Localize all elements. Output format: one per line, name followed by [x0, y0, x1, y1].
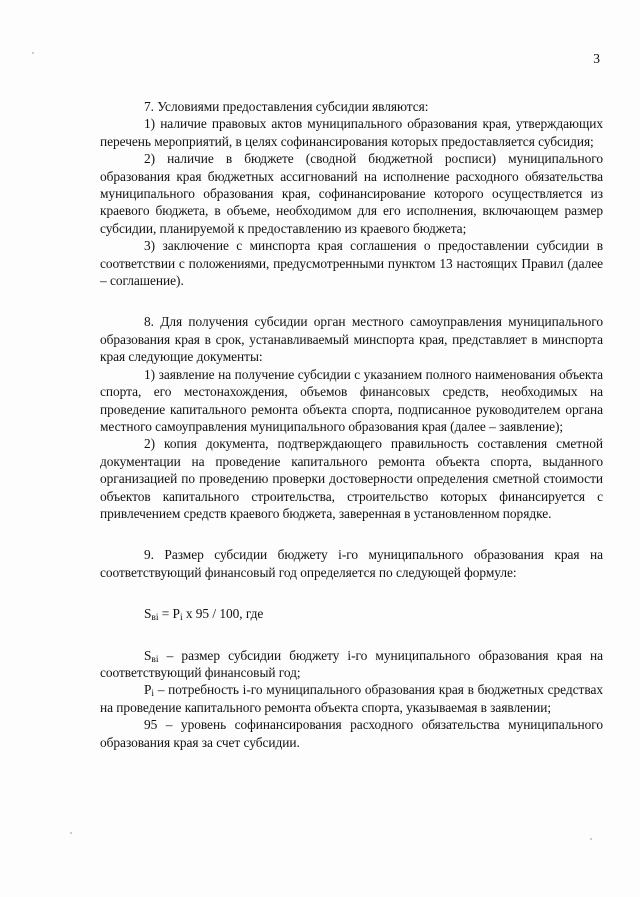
scan-speck: [32, 52, 34, 54]
definition-p-symbol: P: [144, 682, 152, 698]
document-body: [100, 98, 603, 751]
definition-s-text: – размер субсидии бюджету i-го муниципального образования края на соответствующий финансовый год;: [100, 647, 603, 680]
definition-s-symbol: S: [144, 647, 152, 663]
formula-p-subscript: i: [179, 613, 183, 624]
definition-p: [100, 681, 603, 716]
paragraph-gap: [100, 289, 603, 313]
definition-95: 95 – уровень софинансирования расходного обязательства муниципального образования края за счет субсидии.: [100, 717, 603, 750]
paragraph-gap: [100, 522, 603, 546]
clause-9-title: 9. Размер субсидии бюджету i-го муниципального образования края на соответствующий финансовый год определяется по следующей формуле:: [100, 547, 603, 580]
definition-s: [100, 647, 603, 682]
clause-8-title: 8. Для получения субсидии орган местного самоуправления муниципального образования края в срок, устанавливаемый минспорта края, представляет в минспорта края следующие документы:: [100, 314, 603, 365]
clause-8-item-2: 2) копия документа, подтверждающего правильность составления сметной документации на проведение капитального ремонта объекта спорта, выданного организацией по проведению проверки достоверности определения сметной стоимости объектов капитального строительства, строительство которых финансируется с привлечением средств краевого бюджета, заверенная в установленном порядке.: [100, 436, 603, 521]
scan-speck: [590, 838, 592, 840]
clause-7-item-3: 3) заключение с минспорта края соглашения о предоставлении субсидии в соответствии с положениями, предусмотренными пунктом 13 настоящих Правил (далее – соглашение).: [100, 238, 603, 289]
clause-8-item-1: 1) заявление на получение субсидии с указанием полного наименования объекта спорта, его местонахождения, объемов финансовых средств, необходимых на проведение капитального ремонта объекта спорта, подписанное руководителем органа местного самоуправления муниципального образования края (далее – заявление);: [100, 366, 603, 434]
clause-7-title: 7. Условиями предоставления субсидии являются:: [144, 99, 429, 114]
formula-equals-p: = P: [158, 606, 180, 622]
formula-s-subscript: вi: [151, 613, 159, 624]
subsidy-formula: [100, 605, 603, 622]
page-number: 3: [593, 51, 600, 66]
definition-s-subscript: вi: [151, 654, 159, 665]
formula-s: S: [144, 606, 152, 622]
formula-rest: x 95 / 100, где: [182, 606, 264, 622]
definition-p-subscript: i: [151, 689, 154, 700]
definition-p-text: – потребность i-го муниципального образования края в бюджетных средствах на проведение капитального ремонта объекта спорта, указываемая в заявлении;: [100, 682, 603, 715]
clause-7-item-1: 1) наличие правовых актов муниципального образования края, утверждающих перечень мероприятий, в целях софинансирования которых предоставляется субсидия;: [100, 116, 603, 149]
clause-7-item-2: 2) наличие в бюджете (сводной бюджетной росписи) муниципального образования края бюджетных ассигнований на исполнение расходного обязательства муниципального образования края, софинансирование которого осуществляется из краевого бюджета, в объеме, необходимом для его исполнения, включающем размер субсидии, планируемой к предоставлению из краевого бюджета;: [100, 151, 603, 236]
scan-speck: [70, 832, 72, 834]
